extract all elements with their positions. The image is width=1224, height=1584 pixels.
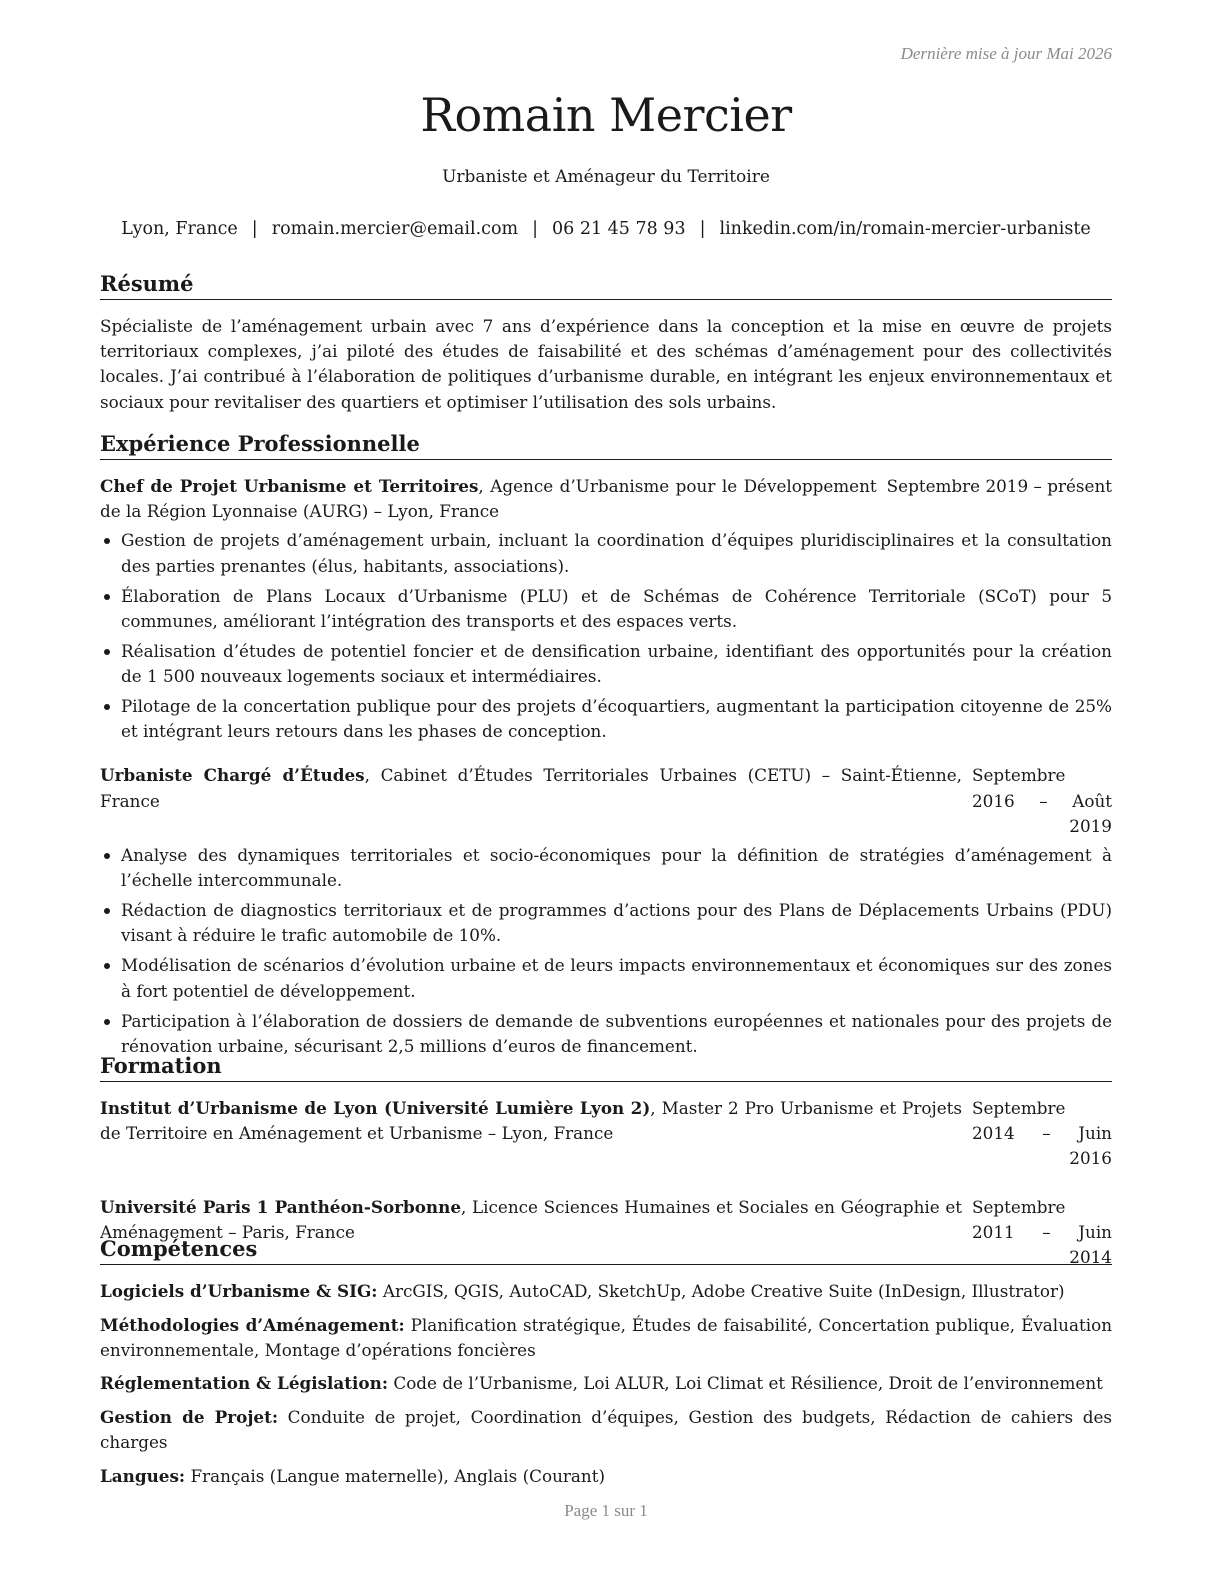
contact-linkedin[interactable]: linkedin.com/in/romain-mercier-urbaniste: [719, 219, 1091, 239]
education-entry: [100, 1096, 1112, 1172]
contact-separator: |: [532, 219, 538, 239]
bullet-text: Élaboration de Plans Locaux d’Urbanisme (PLU) et de Schémas de Cohérence Territoriale (SCoT) pour 5 communes, améliorant l’intégration des transports et des espaces verts.: [121, 585, 1112, 631]
skill-label: Réglementation & Législation:: [100, 1373, 389, 1394]
degree-name: , Licence Sciences Humaines et Sociales en Géographie et Aménagement – Paris, France: [100, 1196, 962, 1242]
job-bullets: [100, 843, 1112, 1059]
contact-phone[interactable]: 06 21 45 78 93: [551, 219, 686, 239]
bullet-text: Pilotage de la concertation publique pour des projets d’écoquartiers, augmentant la participation citoyenne de 25% et intégrant leurs retours dans les phases de conception.: [121, 696, 1112, 742]
degree-name: , Master 2 Pro Urbanisme et Projets de Territoire en Aménagement et Urbanisme – Lyon, France: [100, 1098, 962, 1144]
list-item: [100, 694, 1112, 744]
contact-separator: |: [699, 219, 706, 239]
skill-value: ArcGIS, QGIS, AutoCAD, SketchUp, Adobe Creative Suite (InDesign, Illustrator): [377, 1281, 1065, 1301]
job-dates: Septembre 2016 – Août 2019: [972, 765, 1112, 836]
bullet-icon: [104, 853, 110, 859]
bullet-icon: [104, 704, 110, 710]
skill-value: Conduite de projet, Coordination d’équipes, Gestion des budgets, Rédaction de cahiers des charges: [100, 1406, 1112, 1453]
skill-row: [100, 1313, 1112, 1363]
last-updated-note: Dernière mise à jour Mai 2026: [900, 44, 1112, 63]
list-item: [100, 584, 1112, 634]
bullet-icon: [104, 963, 110, 969]
job-heading: [100, 474, 877, 524]
job-entry: [100, 763, 1112, 1059]
education-heading: Formation: [100, 1052, 1112, 1082]
skill-label: Méthodologies d’Aménagement:: [100, 1314, 405, 1335]
job-organization: , Agence d’Urbanisme pour le Développement de la Région Lyonnaise (AURG) – Lyon, France: [100, 476, 877, 522]
bullet-text: Réalisation d’études de potentiel foncier et de densification urbaine, identifiant des opportunités pour la création de 1 500 nouveaux logements sociaux et intermédiaires.: [121, 640, 1112, 687]
skills-section: [100, 1235, 1112, 1497]
bullet-text: Modélisation de scénarios d’évolution urbaine et de leurs impacts environnementaux et économiques sur des zones à fort potentiel de développement.: [121, 955, 1112, 1001]
education-dates: Septembre 2014 – Juin 2016: [972, 1098, 1112, 1169]
job-bullets: [100, 528, 1112, 744]
job-dates: Septembre 2019 – présent: [886, 476, 1112, 496]
skill-label: Logiciels d’Urbanisme & SIG:: [100, 1281, 378, 1301]
list-item: [100, 843, 1112, 893]
job-heading: [100, 763, 962, 813]
skill-value: Français (Langue maternelle), Anglais (Courant): [185, 1465, 605, 1486]
education-heading-line: [100, 1096, 962, 1146]
list-item: [100, 953, 1112, 1003]
job-role: Urbaniste Chargé d’Études: [100, 765, 365, 786]
job-organization: , Cabinet d’Études Territoriales Urbaines (CETU) – Saint-Étienne, France: [100, 765, 962, 811]
bullet-text: Rédaction de diagnostics territoriaux et de programmes d’actions pour des Plans de Déplacements Urbains (PDU) visant à réduire le trafic automobile de 10%.: [121, 900, 1112, 946]
school-name: Université Paris 1 Panthéon-Sorbonne: [100, 1196, 461, 1217]
bullet-icon: [104, 538, 110, 544]
bullet-icon: [104, 1019, 110, 1025]
candidate-title: Urbaniste et Aménageur du Territoire: [442, 167, 770, 187]
summary-text: Spécialiste de l’aménagement urbain avec 7 ans d’expérience dans la conception et la mise en œuvre de projets territoriaux complexes, j’ai piloté des études de faisabilité et des schémas d’aménagement pour des collectivités locales. J’ai contribué à l’élaboration de politiques d’urbanisme durable, en intégrant les enjeux environnementaux et sociaux pour revitaliser des quartiers et optimiser l’utilisation des sols urbains.: [100, 316, 1112, 412]
job-role: Chef de Projet Urbanisme et Territoires: [100, 476, 479, 496]
contact-separator: |: [251, 219, 258, 239]
skill-label: Langues:: [100, 1465, 186, 1486]
skills-heading: Compétences: [100, 1235, 1112, 1265]
job-entry: [100, 474, 1112, 744]
skill-row: [100, 1405, 1112, 1455]
skill-row: [100, 1371, 1112, 1396]
education-dates: Septembre 2011 – Juin 2014: [972, 1196, 1112, 1268]
candidate-name: Romain Mercier: [420, 88, 792, 142]
summary-section: [100, 270, 1112, 415]
experience-section: [100, 430, 1112, 1064]
list-item: [100, 898, 1112, 948]
bullet-text: Analyse des dynamiques territoriales et socio-économiques pour la définition de stratégies d’aménagement à l’échelle intercommunale.: [121, 845, 1112, 891]
contact-email[interactable]: romain.mercier@email.com: [271, 219, 519, 239]
list-item: [100, 528, 1112, 578]
skill-label: Gestion de Projet:: [100, 1406, 279, 1427]
contact-line: [0, 219, 1212, 239]
bullet-text: Gestion de projets d’aménagement urbain, incluant la coordination d’équipes pluridisciplinaires et la consultation des parties prenantes (élus, habitants, associations).: [121, 530, 1112, 576]
skills-list: [100, 1279, 1112, 1489]
bullet-icon: [104, 594, 110, 600]
summary-heading: Résumé: [100, 270, 1112, 300]
bullet-icon: [104, 908, 110, 914]
bullet-text: Participation à l’élaboration de dossiers de demande de subventions européennes et nationales pour des projets de rénovation urbaine, sécurisant 2,5 millions d’euros de financement.: [121, 1010, 1112, 1056]
skill-row: [100, 1279, 1112, 1304]
page-number: Page 1 sur 1: [564, 1501, 648, 1520]
experience-heading: Expérience Professionnelle: [100, 430, 1112, 460]
bullet-icon: [104, 649, 110, 655]
school-name: Institut d’Urbanisme de Lyon (Université Lumière Lyon 2): [100, 1098, 651, 1118]
skill-value: Code de l’Urbanisme, Loi ALUR, Loi Climat et Résilience, Droit de l’environnement: [388, 1373, 1103, 1394]
contact-location: Lyon, France: [121, 219, 238, 239]
skill-value: Planification stratégique, Études de faisabilité, Concertation publique, Évaluation environnementale, Montage d’opérations foncières: [100, 1314, 1113, 1360]
skill-row: [100, 1464, 1112, 1489]
list-item: [100, 639, 1112, 689]
